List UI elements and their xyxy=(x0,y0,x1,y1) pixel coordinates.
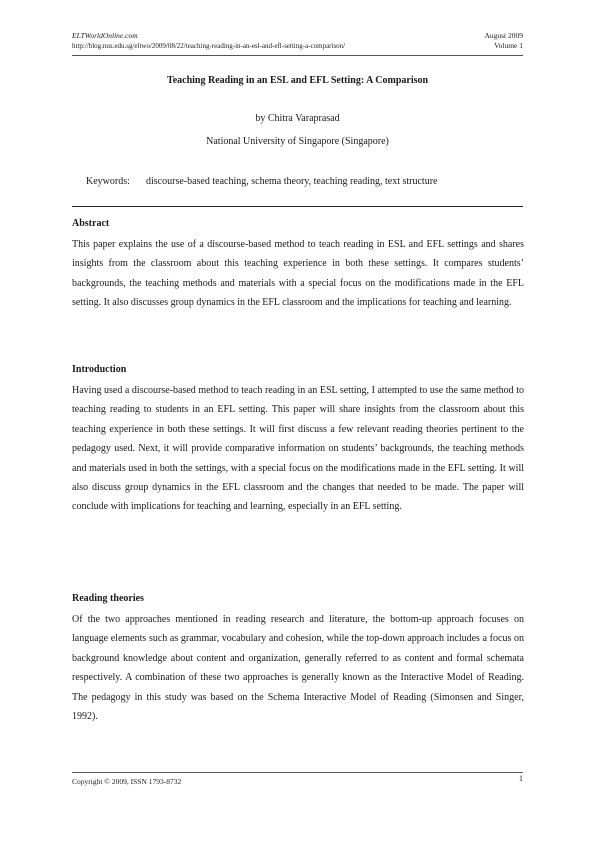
running-header-left xyxy=(72,31,345,51)
keywords-label: Keywords: xyxy=(86,176,130,187)
abstract-section xyxy=(72,217,524,313)
reading-theories-text: Of the two approaches mentioned in reading research and literature, the bottom-up approach focuses on language elements such as grammar, vocabulary and cohesion, while the top-down approach includes a focus on background knowledge about content and organization, generally referred to as content and formal schemata respectively. A combination of these two approaches is generally known as the Interactive Model of Reading. The pedagogy in this study was based on the Schema Interactive Model of Reading (Simonsen and Singer, 1992). xyxy=(72,614,524,723)
introduction-heading: Introduction xyxy=(72,364,127,375)
author-byline: by Chitra Varaprasad xyxy=(255,113,340,124)
article-url: http://blog.nus.edu.sg/eltwo/2009/08/22/teaching-reading-in-an-esl-and-efl-setting-a-comparison/ xyxy=(72,42,346,50)
abstract-heading: Abstract xyxy=(72,218,110,229)
volume-label: Volume 1 xyxy=(494,41,523,50)
paper-title: Teaching Reading in an ESL and EFL Setting: A Comparison xyxy=(166,75,429,86)
introduction-section xyxy=(72,363,524,517)
site-name: ELTWorldOnline.com xyxy=(72,31,138,40)
copyright-notice: Copyright © 2009, ISSN 1793-8732 xyxy=(72,777,182,786)
running-header-right xyxy=(484,31,523,51)
reading-theories-section xyxy=(72,592,524,726)
header-divider xyxy=(72,55,523,56)
issue-date: August 2009 xyxy=(484,31,523,40)
introduction-text: Having used a discourse-based method to teach reading in an ESL setting, I attempted to use the same method to teaching reading to students in an EFL setting. This paper will share insights from the classroom about this teaching experience in both these settings. It will first discuss a few relevant reading theories pertinent to the pedagogy used. Next, it will provide comparative information on students’ backgrounds, the teaching methods and materials used in both the settings, with a special focus on the modifications made in the EFL setting. It will also discuss group dynamics in the EFL classroom and the changes that needed to be made. The paper will conclude with implications for teaching and learning, especially in an EFL setting. xyxy=(72,385,524,513)
reading-theories-heading: Reading theories xyxy=(72,593,144,604)
keywords-value: discourse-based teaching, schema theory, teaching reading, text structure xyxy=(146,176,438,187)
keywords-line xyxy=(86,176,437,187)
page-number: 1 xyxy=(519,774,523,783)
section-divider xyxy=(72,206,523,207)
abstract-text: This paper explains the use of a discourse-based method to teach reading in ESL and EFL settings and shares insights from the classroom about this teaching experience in both these settings. It compares students’ backgrounds, the teaching methods and materials with a special focus on the modifications made in the EFL setting. It also discusses group dynamics in the EFL classroom and the implications for teaching and learning. xyxy=(72,239,524,309)
author-affiliation: National University of Singapore (Singapore) xyxy=(206,136,389,147)
footer-divider xyxy=(72,772,523,773)
